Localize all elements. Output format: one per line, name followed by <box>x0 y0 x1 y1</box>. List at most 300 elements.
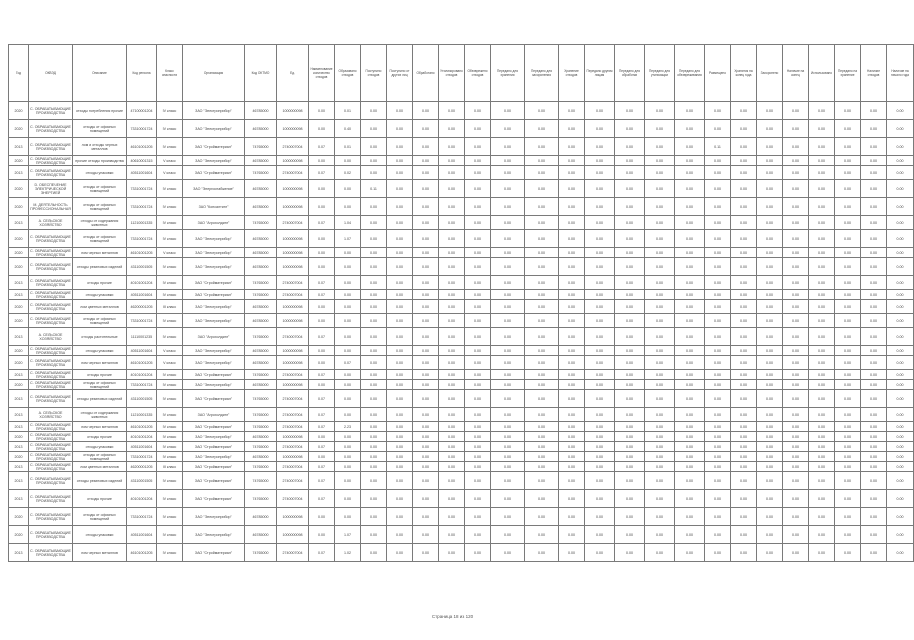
table-cell: 0.00 <box>705 490 731 508</box>
table-cell: 0.00 <box>887 370 914 380</box>
table-cell: 0.00 <box>413 472 439 490</box>
table-cell: ЗАО "Консалтинг" <box>183 198 245 216</box>
table-cell: 0.00 <box>809 156 835 166</box>
table-cell: отходы прочие <box>73 276 127 290</box>
table-cell: 0.00 <box>335 180 361 198</box>
table-cell: 0.00 <box>439 346 465 356</box>
table-cell: ЗАО "Стройматериал" <box>183 544 245 562</box>
table-cell: А. СЕЛЬСКОЕ ХОЗЯЙСТВО <box>29 216 73 230</box>
table-cell: ЗАО "Электроприбор" <box>183 508 245 526</box>
table-cell: 0.00 <box>559 216 585 230</box>
table-cell: 2013 <box>9 166 29 180</box>
table-cell: 0.00 <box>809 166 835 180</box>
table-cell: 0.00 <box>861 370 887 380</box>
table-cell: 0.00 <box>645 544 675 562</box>
table-cell: 0.00 <box>835 300 861 314</box>
table-cell: 46101001205 <box>127 544 157 562</box>
table-cell: 1000000098 <box>277 198 309 216</box>
table-cell: 0.00 <box>731 198 757 216</box>
table-cell: 0.00 <box>559 544 585 562</box>
table-cell: 0.00 <box>809 290 835 300</box>
table-cell: 0.00 <box>309 356 335 370</box>
table-cell: 0.07 <box>309 216 335 230</box>
table-cell: 0.00 <box>615 314 645 328</box>
table-cell: 0.00 <box>387 462 413 472</box>
table-cell: 0.00 <box>559 198 585 216</box>
table-cell: V класс <box>157 156 183 166</box>
table-cell: отходы от офисных помещений <box>73 230 127 248</box>
table-cell: 0.00 <box>491 346 525 356</box>
table-cell: 1000000098 <box>277 508 309 526</box>
table-cell: 0.00 <box>335 408 361 422</box>
table-cell: лом черных металлов <box>73 356 127 370</box>
table-cell: 0.00 <box>835 346 861 356</box>
table-cell: 0.00 <box>439 432 465 442</box>
table-cell: 1.04 <box>335 216 361 230</box>
table-cell: 0.00 <box>887 508 914 526</box>
table-cell: 0.00 <box>585 258 615 276</box>
table-cell: 0.00 <box>675 300 705 314</box>
table-cell: 0.00 <box>491 198 525 216</box>
table-row <box>9 442 914 452</box>
table-cell: 0.00 <box>887 462 914 472</box>
table-cell: 0.00 <box>645 508 675 526</box>
table-cell: 0.00 <box>585 314 615 328</box>
table-cell: 0.00 <box>731 472 757 490</box>
table-cell: 0.00 <box>413 230 439 248</box>
table-cell: 0.00 <box>675 346 705 356</box>
table-cell: 0.00 <box>361 544 387 562</box>
table-cell: 0.07 <box>309 472 335 490</box>
table-cell: 0.00 <box>731 138 757 156</box>
table-cell: 0.00 <box>309 314 335 328</box>
table-cell: 0.00 <box>645 462 675 472</box>
table-cell: 0.00 <box>465 314 491 328</box>
table-cell: 0.00 <box>731 166 757 180</box>
column-header: Передано для хранения <box>491 45 525 102</box>
table-cell: 0.00 <box>861 198 887 216</box>
table-cell: 74765000 <box>245 544 277 562</box>
table-cell: 0.11 <box>705 138 731 156</box>
table-cell: ЗАО "Стройматериал" <box>183 290 245 300</box>
table-cell: отходы упаковки <box>73 290 127 300</box>
table-cell: 0.07 <box>309 328 335 346</box>
table-cell: 0.00 <box>783 180 809 198</box>
table-cell: 2013 <box>9 138 29 156</box>
table-cell: 0.00 <box>559 442 585 452</box>
table-cell: 0.00 <box>413 544 439 562</box>
table-cell: 0.00 <box>645 120 675 138</box>
column-header: Наличие на начало года <box>887 45 914 102</box>
table-cell: 0.00 <box>413 248 439 258</box>
table-cell: 0.00 <box>731 422 757 432</box>
table-cell: 0.00 <box>861 452 887 462</box>
table-cell: 0.00 <box>585 380 615 390</box>
table-cell: 2013 <box>9 422 29 432</box>
table-cell: 0.00 <box>413 390 439 408</box>
table-cell: 0.00 <box>361 346 387 356</box>
table-cell: 0.00 <box>439 442 465 452</box>
table-cell: 0.00 <box>809 180 835 198</box>
table-cell: 0.00 <box>309 380 335 390</box>
table-row <box>9 166 914 180</box>
table-cell: 0.00 <box>585 422 615 432</box>
table-cell: 0.00 <box>387 370 413 380</box>
table-cell: III класс <box>157 462 183 472</box>
table-cell: С. ОБРАБАТЫВАЮЩИЕ ПРОИЗВОДСТВА <box>29 490 73 508</box>
table-cell: 0.00 <box>645 408 675 422</box>
table-cell: 2740007004 <box>277 390 309 408</box>
table-cell: 0.00 <box>585 408 615 422</box>
table-cell: 0.00 <box>731 216 757 230</box>
table-cell: 0.00 <box>887 544 914 562</box>
table-cell: IV класс <box>157 120 183 138</box>
table-cell: 1000000098 <box>277 526 309 544</box>
table-cell: 0.00 <box>809 314 835 328</box>
table-cell: 0.00 <box>361 442 387 452</box>
table-cell: 0.00 <box>783 258 809 276</box>
table-cell: 73310001724 <box>127 508 157 526</box>
table-cell: 0.00 <box>809 380 835 390</box>
table-cell: С. ОБРАБАТЫВАЮЩИЕ ПРОИЗВОДСТВА <box>29 508 73 526</box>
table-row <box>9 432 914 442</box>
table-cell: 0.00 <box>705 166 731 180</box>
table-row <box>9 138 914 156</box>
table-cell: 0.00 <box>705 276 731 290</box>
table-cell: 0.00 <box>525 258 559 276</box>
table-cell: 0.00 <box>645 432 675 442</box>
table-cell: 0.00 <box>645 258 675 276</box>
table-cell: 0.00 <box>525 462 559 472</box>
table-cell: 46785000 <box>245 258 277 276</box>
table-cell: ЗАО "Стройматериал" <box>183 490 245 508</box>
table-cell: 46785000 <box>245 156 277 166</box>
table-row <box>9 370 914 380</box>
table-cell: IV класс <box>157 216 183 230</box>
table-cell: 0.00 <box>615 216 645 230</box>
table-cell: 0.00 <box>309 346 335 356</box>
table-cell: 0.00 <box>309 230 335 248</box>
table-cell: 0.00 <box>731 328 757 346</box>
table-cell: 0.00 <box>465 390 491 408</box>
table-row <box>9 198 914 216</box>
table-cell: 0.00 <box>757 472 783 490</box>
table-cell: ЗАО "Стройматериал" <box>183 442 245 452</box>
table-cell: 0.00 <box>559 102 585 120</box>
table-cell: 0.00 <box>465 472 491 490</box>
table-cell: 0.00 <box>757 508 783 526</box>
table-cell: 0.00 <box>757 356 783 370</box>
table-cell: 2020 <box>9 300 29 314</box>
table-cell: 0.00 <box>861 544 887 562</box>
table-cell: 0.00 <box>585 156 615 166</box>
table-cell: 0.00 <box>783 290 809 300</box>
table-cell: 0.00 <box>731 432 757 442</box>
table-cell: 0.00 <box>585 198 615 216</box>
table-cell: 0.00 <box>835 380 861 390</box>
table-cell: 0.00 <box>887 328 914 346</box>
table-cell: ЗАО "Электроприбор" <box>183 380 245 390</box>
table-cell: 46200001205 <box>127 462 157 472</box>
table-cell: 0.00 <box>861 138 887 156</box>
table-cell: IV класс <box>157 380 183 390</box>
table-cell: 0.00 <box>615 408 645 422</box>
table-cell: 0.00 <box>731 508 757 526</box>
table-cell: 0.00 <box>887 216 914 230</box>
table-cell: 0.00 <box>585 390 615 408</box>
table-cell: 74765000 <box>245 442 277 452</box>
table-cell: 0.00 <box>705 544 731 562</box>
table-cell: 0.00 <box>757 380 783 390</box>
table-cell: 0.00 <box>585 432 615 442</box>
table-cell: 0.00 <box>439 452 465 462</box>
table-cell: С. ОБРАБАТЫВАЮЩИЕ ПРОИЗВОДСТВА <box>29 120 73 138</box>
table-cell: 0.00 <box>835 216 861 230</box>
table-cell: IV класс <box>157 138 183 156</box>
table-cell: лом черных металлов <box>73 248 127 258</box>
table-cell: 0.00 <box>675 422 705 432</box>
table-cell: 0.00 <box>783 346 809 356</box>
table-cell: 0.00 <box>439 408 465 422</box>
table-cell: 0.00 <box>413 102 439 120</box>
table-cell: 0.00 <box>783 120 809 138</box>
table-row <box>9 328 914 346</box>
table-cell: 40101001204 <box>127 432 157 442</box>
table-cell: 0.00 <box>809 120 835 138</box>
table-cell: 0.00 <box>559 370 585 380</box>
table-cell: 0.00 <box>585 120 615 138</box>
table-cell: 0.00 <box>491 390 525 408</box>
table-cell: 0.00 <box>413 442 439 452</box>
table-cell: 0.00 <box>731 490 757 508</box>
table-cell: 0.00 <box>465 156 491 166</box>
table-cell: 0.00 <box>413 508 439 526</box>
table-cell: отходы от содержания животных <box>73 408 127 422</box>
table-cell: 2740007004 <box>277 490 309 508</box>
table-cell: 0.00 <box>675 166 705 180</box>
table-cell: отходы растительные <box>73 328 127 346</box>
table-cell: 0.00 <box>585 180 615 198</box>
table-cell: 0.00 <box>861 526 887 544</box>
table-cell: 0.00 <box>585 138 615 156</box>
table-cell: 0.00 <box>757 328 783 346</box>
table-cell: 74765000 <box>245 290 277 300</box>
table-cell: 0.00 <box>835 472 861 490</box>
table-row <box>9 462 914 472</box>
table-row <box>9 472 914 490</box>
table-cell: 0.00 <box>361 370 387 380</box>
table-cell: 0.00 <box>783 452 809 462</box>
column-header: Передано для обезвреживания <box>675 45 705 102</box>
table-cell: 0.00 <box>585 452 615 462</box>
table-cell: 0.00 <box>675 462 705 472</box>
table-cell: 0.00 <box>491 230 525 248</box>
table-cell: 40511001604 <box>127 526 157 544</box>
table-cell: 0.00 <box>645 180 675 198</box>
table-cell: 0.00 <box>525 248 559 258</box>
table-row <box>9 258 914 276</box>
table-cell: 46101001205 <box>127 422 157 432</box>
table-cell: 0.00 <box>465 328 491 346</box>
table-cell: 2013 <box>9 462 29 472</box>
table-cell: 0.00 <box>675 180 705 198</box>
table-cell: 0.00 <box>783 276 809 290</box>
table-cell: 46785000 <box>245 526 277 544</box>
table-cell: лом и отходы черных металлов <box>73 138 127 156</box>
table-cell: 0.00 <box>887 442 914 452</box>
table-cell: 0.00 <box>465 490 491 508</box>
table-cell: 0.07 <box>309 276 335 290</box>
table-cell: 0.00 <box>887 138 914 156</box>
table-cell: 0.00 <box>439 198 465 216</box>
table-cell: 0.00 <box>335 248 361 258</box>
table-cell: 2013 <box>9 490 29 508</box>
table-cell: 0.00 <box>413 180 439 198</box>
column-header: Класс опасности <box>157 45 183 102</box>
table-cell: 0.00 <box>783 380 809 390</box>
table-cell: 0.00 <box>675 408 705 422</box>
table-cell: 0.00 <box>835 120 861 138</box>
table-cell: 0.00 <box>491 408 525 422</box>
table-cell: 73310001724 <box>127 180 157 198</box>
table-cell: 0.00 <box>309 508 335 526</box>
table-cell: 74765000 <box>245 390 277 408</box>
table-cell: 2740007004 <box>277 442 309 452</box>
table-cell: 1000000098 <box>277 432 309 442</box>
table-cell: 1.07 <box>335 230 361 248</box>
table-cell: 0.00 <box>387 276 413 290</box>
table-cell: 0.00 <box>675 356 705 370</box>
table-cell: 0.00 <box>439 490 465 508</box>
column-header: Хранение отходов <box>559 45 585 102</box>
table-cell: 0.00 <box>757 390 783 408</box>
table-row <box>9 390 914 408</box>
table-cell: 0.00 <box>887 300 914 314</box>
table-cell: 0.00 <box>559 180 585 198</box>
table-cell: 0.00 <box>835 544 861 562</box>
table-cell: С. ОБРАБАТЫВАЮЩИЕ ПРОИЗВОДСТВА <box>30 380 71 389</box>
column-header: Передано для захоронения <box>525 45 559 102</box>
table-cell: 0.00 <box>491 380 525 390</box>
table-cell: 0.00 <box>525 408 559 422</box>
table-cell: 0.00 <box>783 230 809 248</box>
table-cell: 1000000098 <box>277 248 309 258</box>
table-cell: 0.00 <box>413 408 439 422</box>
table-cell: 0.00 <box>361 380 387 390</box>
table-cell: 0.00 <box>809 390 835 408</box>
table-cell: 0.00 <box>413 300 439 314</box>
table-cell: 74765000 <box>245 370 277 380</box>
column-header: Обработано <box>413 45 439 102</box>
table-row <box>9 544 914 562</box>
table-cell: 0.00 <box>887 422 914 432</box>
table-cell: 0.00 <box>835 102 861 120</box>
table-cell: 0.00 <box>413 356 439 370</box>
table-cell: 0.00 <box>809 276 835 290</box>
table-cell: 1000000098 <box>277 258 309 276</box>
table-cell: С. ОБРАБАТЫВАЮЩИЕ ПРОИЗВОДСТВА <box>30 442 71 451</box>
table-cell: 0.00 <box>387 328 413 346</box>
table-cell: 0.00 <box>675 390 705 408</box>
table-cell: 0.00 <box>645 390 675 408</box>
table-cell: 0.00 <box>387 300 413 314</box>
table-cell: 46785000 <box>245 230 277 248</box>
table-cell: 0.00 <box>861 248 887 258</box>
table-cell: 0.00 <box>757 120 783 138</box>
table-cell: 0.00 <box>559 156 585 166</box>
column-header: Захоронено <box>757 45 783 102</box>
table-cell: 0.00 <box>783 526 809 544</box>
table-cell: 74765000 <box>245 276 277 290</box>
table-cell: 0.00 <box>525 490 559 508</box>
table-cell: 0.00 <box>809 490 835 508</box>
table-cell: 0.00 <box>731 276 757 290</box>
table-cell: С. ОБРАБАТЫВАЮЩИЕ ПРОИЗВОДСТВА <box>29 526 73 544</box>
table-cell: 0.00 <box>335 156 361 166</box>
table-cell: 0.00 <box>559 462 585 472</box>
table-cell: 0.00 <box>387 290 413 300</box>
table-cell: 0.07 <box>309 370 335 380</box>
table-cell: 43110001505 <box>127 390 157 408</box>
table-cell: 0.00 <box>887 102 914 120</box>
table-cell: 2013 <box>9 328 29 346</box>
table-row <box>9 102 914 120</box>
table-cell: 0.00 <box>361 276 387 290</box>
table-cell: 2020 <box>9 180 29 198</box>
table-cell: IV класс <box>157 408 183 422</box>
table-cell: 0.00 <box>757 102 783 120</box>
table-cell: 0.00 <box>387 356 413 370</box>
column-header: Обезврежено отходов <box>465 45 491 102</box>
table-cell: 0.00 <box>615 198 645 216</box>
table-cell: 0.00 <box>387 346 413 356</box>
table-cell: 0.00 <box>645 198 675 216</box>
table-cell: 0.00 <box>615 432 645 442</box>
column-header: Хранится на конец года <box>731 45 757 102</box>
table-cell: 0.00 <box>757 156 783 166</box>
table-cell: 0.00 <box>887 248 914 258</box>
table-cell: 0.00 <box>705 472 731 490</box>
column-header: Использовано <box>809 45 835 102</box>
table-cell: 1000000098 <box>277 356 309 370</box>
table-cell: IV класс <box>157 472 183 490</box>
table-cell: 0.00 <box>465 346 491 356</box>
table-row <box>9 156 914 166</box>
table-row <box>9 452 914 462</box>
table-cell: 0.40 <box>335 120 361 138</box>
table-cell: 0.00 <box>783 102 809 120</box>
table-cell: 0.00 <box>783 198 809 216</box>
table-cell: 2740007004 <box>277 544 309 562</box>
table-cell: 0.00 <box>675 216 705 230</box>
table-cell: 0.00 <box>675 472 705 490</box>
table-cell: 0.00 <box>615 508 645 526</box>
table-cell: 0.00 <box>525 102 559 120</box>
table-cell: 0.00 <box>361 314 387 328</box>
table-cell: 0.00 <box>675 442 705 452</box>
table-cell: 0.00 <box>465 290 491 300</box>
table-cell: 0.00 <box>361 472 387 490</box>
table-cell: 0.00 <box>861 166 887 180</box>
table-cell: 0.00 <box>335 490 361 508</box>
table-cell: 2020 <box>9 258 29 276</box>
table-cell: 0.00 <box>525 508 559 526</box>
table-cell: 0.00 <box>861 490 887 508</box>
table-cell: 0.00 <box>675 156 705 166</box>
table-cell: 0.00 <box>525 422 559 432</box>
table-cell: 46785000 <box>245 300 277 314</box>
table-cell: ЗАО "Агрохолдинг" <box>183 216 245 230</box>
